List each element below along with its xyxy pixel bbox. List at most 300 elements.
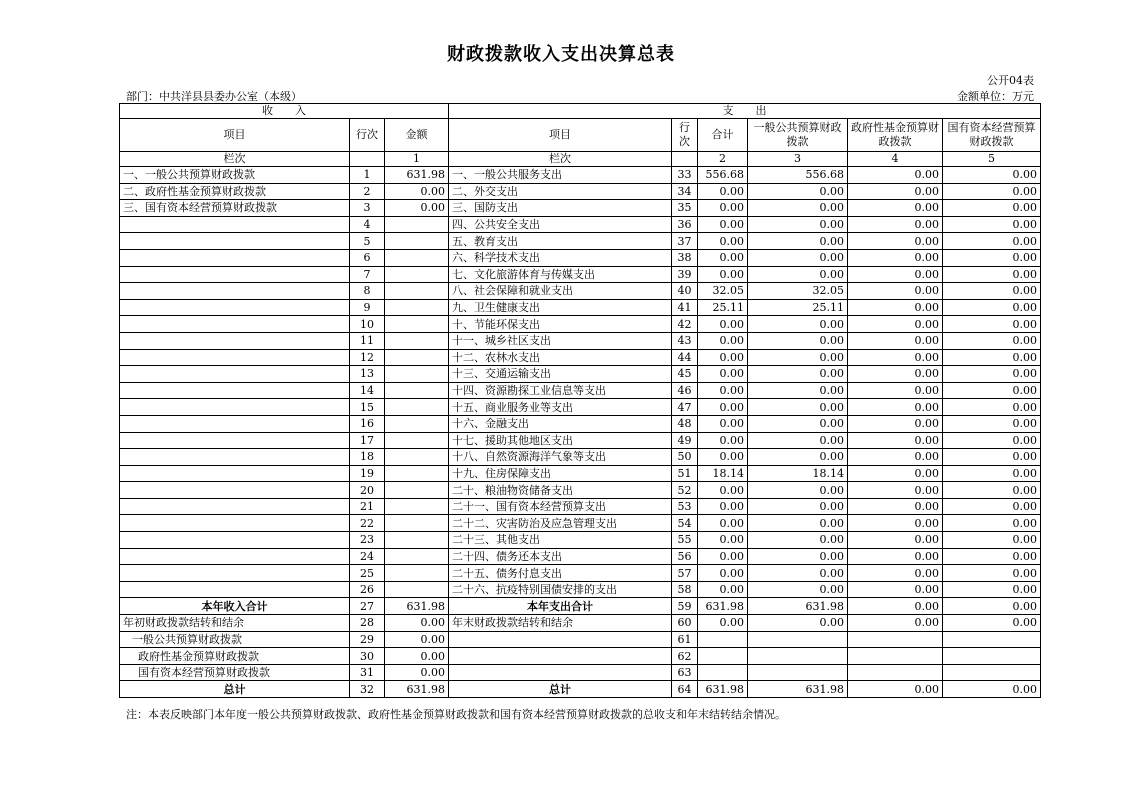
income-line-cell: 11	[350, 332, 385, 349]
income-amount-cell: 0.00	[385, 200, 449, 217]
col-header-total: 合计	[698, 119, 748, 152]
income-line-cell: 7	[350, 266, 385, 283]
income-line-cell: 9	[350, 299, 385, 316]
total-cell: 0.00	[698, 482, 748, 499]
total-cell: 0.00	[698, 382, 748, 399]
expense-line-cell: 64	[672, 681, 698, 698]
gov-fund-cell: 0.00	[848, 183, 943, 200]
state-capital-cell: 0.00	[943, 366, 1041, 383]
gov-fund-cell: 0.00	[848, 432, 943, 449]
income-item-cell	[120, 366, 350, 383]
table-row	[120, 532, 1041, 549]
income-amount-cell	[385, 415, 449, 432]
income-amount-cell: 0.00	[385, 183, 449, 200]
expense-line-cell: 43	[672, 332, 698, 349]
table-row	[120, 449, 1041, 466]
total-cell: 0.00	[698, 316, 748, 333]
gov-fund-cell: 0.00	[848, 498, 943, 515]
income-item-cell	[120, 415, 350, 432]
header-row-sections	[120, 104, 1041, 119]
page-title: 财政拨款收入支出决算总表	[447, 44, 675, 65]
general-budget-cell: 18.14	[748, 465, 848, 482]
table-row	[120, 183, 1041, 200]
general-budget-cell: 0.00	[748, 200, 848, 217]
gov-fund-cell: 0.00	[848, 532, 943, 549]
unit-label: 金额单位：万元	[957, 90, 1034, 103]
expense-item-cell: 本年支出合计	[449, 598, 672, 615]
table-row	[120, 366, 1041, 383]
income-line-cell: 10	[350, 316, 385, 333]
income-item-cell: 年初财政拨款结转和结余	[120, 615, 350, 632]
state-capital-cell	[943, 631, 1041, 648]
total-cell: 32.05	[698, 283, 748, 300]
col-header-state-capital: 国有资本经营预算财政拨款	[943, 119, 1041, 152]
state-capital-cell: 0.00	[943, 183, 1041, 200]
income-line-cell: 2	[350, 183, 385, 200]
gov-fund-cell: 0.00	[848, 200, 943, 217]
income-line-cell: 32	[350, 681, 385, 698]
general-budget-cell: 25.11	[748, 299, 848, 316]
state-capital-cell: 0.00	[943, 581, 1041, 598]
table-row	[120, 598, 1041, 615]
general-budget-cell: 0.00	[748, 565, 848, 582]
expense-line-cell: 33	[672, 167, 698, 184]
income-line-cell: 28	[350, 615, 385, 632]
expense-line-cell: 39	[672, 266, 698, 283]
general-budget-cell: 0.00	[748, 415, 848, 432]
expense-item-cell: 五、教育支出	[449, 233, 672, 250]
gov-fund-cell: 0.00	[848, 399, 943, 416]
state-capital-cell: 0.00	[943, 598, 1041, 615]
total-cell: 0.00	[698, 200, 748, 217]
expense-item-cell: 十八、自然资源海洋气象等支出	[449, 449, 672, 466]
gov-fund-cell: 0.00	[848, 515, 943, 532]
total-cell: 0.00	[698, 615, 748, 632]
lanci-number-5: 5	[943, 152, 1041, 167]
gov-fund-cell: 0.00	[848, 581, 943, 598]
income-amount-cell	[385, 349, 449, 366]
total-cell: 0.00	[698, 366, 748, 383]
table-row	[120, 498, 1041, 515]
general-budget-cell: 0.00	[748, 581, 848, 598]
col-header-expense-line: 行次	[672, 119, 698, 152]
expense-line-cell: 61	[672, 631, 698, 648]
income-amount-cell: 0.00	[385, 664, 449, 681]
income-item-cell	[120, 482, 350, 499]
income-line-cell: 4	[350, 216, 385, 233]
total-cell: 0.00	[698, 266, 748, 283]
gov-fund-cell: 0.00	[848, 233, 943, 250]
general-budget-cell: 0.00	[748, 482, 848, 499]
income-item-cell: 一般公共预算财政拨款	[120, 631, 350, 648]
income-amount-cell	[385, 366, 449, 383]
general-budget-cell: 0.00	[748, 349, 848, 366]
income-item-cell	[120, 581, 350, 598]
expense-line-cell: 51	[672, 465, 698, 482]
state-capital-cell: 0.00	[943, 532, 1041, 549]
lanci-number-4: 4	[848, 152, 943, 167]
lanci-label-expense: 栏次	[449, 152, 672, 167]
general-budget-cell: 0.00	[748, 249, 848, 266]
gov-fund-cell: 0.00	[848, 316, 943, 333]
gov-fund-cell: 0.00	[848, 167, 943, 184]
total-cell: 0.00	[698, 216, 748, 233]
expense-line-cell: 40	[672, 283, 698, 300]
income-item-cell	[120, 216, 350, 233]
expense-item-cell: 十、节能环保支出	[449, 316, 672, 333]
expense-item-cell: 二十六、抗疫特别国债安排的支出	[449, 581, 672, 598]
income-amount-cell	[385, 382, 449, 399]
expense-item-cell: 十七、援助其他地区支出	[449, 432, 672, 449]
expense-item-cell: 一、一般公共服务支出	[449, 167, 672, 184]
total-cell: 25.11	[698, 299, 748, 316]
state-capital-cell: 0.00	[943, 216, 1041, 233]
income-line-cell: 5	[350, 233, 385, 250]
expense-line-cell: 57	[672, 565, 698, 582]
income-amount-cell	[385, 299, 449, 316]
total-cell: 0.00	[698, 332, 748, 349]
expense-line-cell: 41	[672, 299, 698, 316]
income-line-cell: 18	[350, 449, 385, 466]
total-cell: 0.00	[698, 432, 748, 449]
income-item-cell	[120, 399, 350, 416]
table-row	[120, 299, 1041, 316]
general-budget-cell: 0.00	[748, 399, 848, 416]
general-budget-cell: 556.68	[748, 167, 848, 184]
state-capital-cell	[943, 648, 1041, 665]
income-amount-cell	[385, 565, 449, 582]
income-amount-cell	[385, 316, 449, 333]
income-line-cell: 19	[350, 465, 385, 482]
expense-line-cell: 60	[672, 615, 698, 632]
table-row	[120, 382, 1041, 399]
expense-item-cell: 二、外交支出	[449, 183, 672, 200]
gov-fund-cell: 0.00	[848, 548, 943, 565]
table-row	[120, 565, 1041, 582]
gov-fund-cell	[848, 631, 943, 648]
total-cell	[698, 664, 748, 681]
table-row	[120, 249, 1041, 266]
income-line-cell: 27	[350, 598, 385, 615]
income-item-cell	[120, 266, 350, 283]
expense-item-cell: 十四、资源勘探工业信息等支出	[449, 382, 672, 399]
total-cell: 0.00	[698, 249, 748, 266]
general-budget-cell: 0.00	[748, 498, 848, 515]
income-amount-cell	[385, 449, 449, 466]
income-line-cell: 1	[350, 167, 385, 184]
expense-item-cell: 三、国防支出	[449, 200, 672, 217]
income-item-cell	[120, 349, 350, 366]
general-budget-cell: 0.00	[748, 183, 848, 200]
income-amount-cell: 631.98	[385, 598, 449, 615]
state-capital-cell: 0.00	[943, 283, 1041, 300]
gov-fund-cell: 0.00	[848, 349, 943, 366]
income-line-cell: 3	[350, 200, 385, 217]
general-budget-cell: 0.00	[748, 216, 848, 233]
expense-line-cell: 54	[672, 515, 698, 532]
total-cell: 0.00	[698, 532, 748, 549]
table-row	[120, 515, 1041, 532]
expense-line-cell: 53	[672, 498, 698, 515]
table-row	[120, 615, 1041, 632]
state-capital-cell: 0.00	[943, 349, 1041, 366]
expense-item-cell: 总计	[449, 681, 672, 698]
expense-line-cell: 49	[672, 432, 698, 449]
table-row	[120, 349, 1041, 366]
gov-fund-cell: 0.00	[848, 449, 943, 466]
income-amount-cell: 0.00	[385, 615, 449, 632]
income-item-cell	[120, 332, 350, 349]
general-budget-cell: 0.00	[748, 548, 848, 565]
expense-item-cell: 二十三、其他支出	[449, 532, 672, 549]
expense-item-cell: 十五、商业服务业等支出	[449, 399, 672, 416]
expense-item-cell: 十一、城乡社区支出	[449, 332, 672, 349]
total-cell: 0.00	[698, 515, 748, 532]
state-capital-cell: 0.00	[943, 299, 1041, 316]
state-capital-cell: 0.00	[943, 266, 1041, 283]
expense-line-cell: 37	[672, 233, 698, 250]
lanci-number-3: 3	[748, 152, 848, 167]
state-capital-cell: 0.00	[943, 432, 1041, 449]
department-label: 部门：中共洋县县委办公室（本级）	[126, 90, 302, 103]
income-line-cell: 6	[350, 249, 385, 266]
general-budget-cell	[748, 631, 848, 648]
gov-fund-cell: 0.00	[848, 415, 943, 432]
expense-item-cell: 十六、金融支出	[449, 415, 672, 432]
gov-fund-cell: 0.00	[848, 598, 943, 615]
expense-line-cell: 56	[672, 548, 698, 565]
total-cell: 556.68	[698, 167, 748, 184]
gov-fund-cell: 0.00	[848, 565, 943, 582]
expense-line-cell: 48	[672, 415, 698, 432]
income-item-cell	[120, 249, 350, 266]
total-cell	[698, 648, 748, 665]
income-item-cell	[120, 532, 350, 549]
table-row	[120, 316, 1041, 333]
income-amount-cell	[385, 233, 449, 250]
expense-line-cell: 52	[672, 482, 698, 499]
income-item-cell	[120, 432, 350, 449]
table-row	[120, 548, 1041, 565]
state-capital-cell: 0.00	[943, 332, 1041, 349]
income-item-cell	[120, 449, 350, 466]
income-amount-cell	[385, 532, 449, 549]
table-row	[120, 233, 1041, 250]
gov-fund-cell	[848, 648, 943, 665]
expense-line-cell: 42	[672, 316, 698, 333]
expense-item-cell: 八、社会保障和就业支出	[449, 283, 672, 300]
table-row	[120, 465, 1041, 482]
general-budget-cell: 0.00	[748, 332, 848, 349]
expense-line-cell: 35	[672, 200, 698, 217]
expense-line-cell: 36	[672, 216, 698, 233]
lanci-label-income: 栏次	[120, 152, 350, 167]
general-budget-cell: 631.98	[748, 681, 848, 698]
total-cell: 0.00	[698, 581, 748, 598]
total-cell: 631.98	[698, 598, 748, 615]
total-cell: 0.00	[698, 548, 748, 565]
income-amount-cell	[385, 283, 449, 300]
state-capital-cell: 0.00	[943, 167, 1041, 184]
table-row	[120, 648, 1041, 665]
gov-fund-cell: 0.00	[848, 266, 943, 283]
expense-item-cell	[449, 664, 672, 681]
col-header-general-budget: 一般公共预算财政拨款	[748, 119, 848, 152]
income-amount-cell	[385, 498, 449, 515]
expense-item-cell: 二十五、债务付息支出	[449, 565, 672, 582]
expense-line-cell: 45	[672, 366, 698, 383]
header-row-column-numbers	[120, 152, 1041, 167]
expense-item-cell: 四、公共安全支出	[449, 216, 672, 233]
table-row	[120, 332, 1041, 349]
income-item-cell	[120, 382, 350, 399]
expense-line-cell: 46	[672, 382, 698, 399]
gov-fund-cell: 0.00	[848, 332, 943, 349]
general-budget-cell: 0.00	[748, 316, 848, 333]
income-line-cell: 8	[350, 283, 385, 300]
expense-line-cell: 50	[672, 449, 698, 466]
state-capital-cell: 0.00	[943, 498, 1041, 515]
income-amount-cell: 631.98	[385, 167, 449, 184]
total-cell: 0.00	[698, 415, 748, 432]
general-budget-cell: 0.00	[748, 266, 848, 283]
income-item-cell: 国有资本经营预算财政拨款	[120, 664, 350, 681]
income-amount-cell	[385, 548, 449, 565]
income-amount-cell	[385, 399, 449, 416]
state-capital-cell: 0.00	[943, 249, 1041, 266]
expense-item-cell: 二十一、国有资本经营预算支出	[449, 498, 672, 515]
income-item-cell: 本年收入合计	[120, 598, 350, 615]
general-budget-cell: 0.00	[748, 432, 848, 449]
income-line-cell: 12	[350, 349, 385, 366]
income-item-cell	[120, 299, 350, 316]
state-capital-cell: 0.00	[943, 233, 1041, 250]
income-item-cell: 政府性基金预算财政拨款	[120, 648, 350, 665]
col-header-gov-fund: 政府性基金预算财政拨款	[848, 119, 943, 152]
income-line-cell: 20	[350, 482, 385, 499]
table-row	[120, 283, 1041, 300]
income-amount-cell: 631.98	[385, 681, 449, 698]
expense-item-cell	[449, 631, 672, 648]
gov-fund-cell: 0.00	[848, 366, 943, 383]
income-amount-cell	[385, 332, 449, 349]
income-item-cell: 二、政府性基金预算财政拨款	[120, 183, 350, 200]
income-line-cell: 25	[350, 565, 385, 582]
state-capital-cell: 0.00	[943, 415, 1041, 432]
general-budget-cell: 0.00	[748, 615, 848, 632]
gov-fund-cell: 0.00	[848, 283, 943, 300]
income-line-cell: 29	[350, 631, 385, 648]
total-cell: 0.00	[698, 565, 748, 582]
gov-fund-cell: 0.00	[848, 249, 943, 266]
general-budget-cell: 0.00	[748, 515, 848, 532]
income-amount-cell	[385, 266, 449, 283]
income-item-cell	[120, 316, 350, 333]
table-row	[120, 266, 1041, 283]
table-row	[120, 216, 1041, 233]
income-line-cell: 26	[350, 581, 385, 598]
income-amount-cell	[385, 249, 449, 266]
expense-item-cell: 二十四、债务还本支出	[449, 548, 672, 565]
total-cell: 0.00	[698, 233, 748, 250]
income-item-cell: 三、国有资本经营预算财政拨款	[120, 200, 350, 217]
gov-fund-cell: 0.00	[848, 482, 943, 499]
state-capital-cell	[943, 664, 1041, 681]
gov-fund-cell: 0.00	[848, 615, 943, 632]
expense-line-cell: 59	[672, 598, 698, 615]
table-row	[120, 415, 1041, 432]
income-item-cell	[120, 283, 350, 300]
table-row	[120, 432, 1041, 449]
income-amount-cell	[385, 482, 449, 499]
gov-fund-cell: 0.00	[848, 216, 943, 233]
lanci-number-1: 1	[385, 152, 449, 167]
income-section-header: 收 入	[120, 104, 449, 119]
expense-line-cell: 63	[672, 664, 698, 681]
expense-line-cell: 62	[672, 648, 698, 665]
general-budget-cell: 0.00	[748, 366, 848, 383]
expense-line-cell: 55	[672, 532, 698, 549]
footnote: 注：本表反映部门本年度一般公共预算财政拨款、政府性基金预算财政拨款和国有资本经营预算财政拨款的总收支和年末结转结余情况。	[126, 708, 786, 721]
expense-item-cell: 二十二、灾害防治及应急管理支出	[449, 515, 672, 532]
income-line-cell: 16	[350, 415, 385, 432]
expense-item-cell: 七、文化旅游体育与传媒支出	[449, 266, 672, 283]
income-amount-cell	[385, 216, 449, 233]
table-row	[120, 482, 1041, 499]
expense-item-cell: 二十、粮油物资储备支出	[449, 482, 672, 499]
expense-line-cell: 58	[672, 581, 698, 598]
table-row	[120, 399, 1041, 416]
total-cell: 0.00	[698, 183, 748, 200]
gov-fund-cell: 0.00	[848, 299, 943, 316]
gov-fund-cell: 0.00	[848, 465, 943, 482]
income-item-cell: 一、一般公共预算财政拨款	[120, 167, 350, 184]
total-cell: 0.00	[698, 498, 748, 515]
expense-item-cell: 年末财政拨款结转和结余	[449, 615, 672, 632]
expense-line-cell: 44	[672, 349, 698, 366]
total-cell	[698, 631, 748, 648]
gov-fund-cell	[848, 664, 943, 681]
state-capital-cell: 0.00	[943, 482, 1041, 499]
income-line-cell: 24	[350, 548, 385, 565]
expense-item-cell: 十三、交通运输支出	[449, 366, 672, 383]
total-cell: 0.00	[698, 349, 748, 366]
col-header-income-item: 项目	[120, 119, 350, 152]
table-row	[120, 681, 1041, 698]
state-capital-cell: 0.00	[943, 449, 1041, 466]
gov-fund-cell: 0.00	[848, 382, 943, 399]
state-capital-cell: 0.00	[943, 399, 1041, 416]
income-amount-cell	[385, 465, 449, 482]
expense-section-header: 支 出	[449, 104, 1041, 119]
expense-item-cell: 十九、住房保障支出	[449, 465, 672, 482]
income-line-cell: 21	[350, 498, 385, 515]
income-line-cell: 30	[350, 648, 385, 665]
lanci-number-2: 2	[698, 152, 748, 167]
form-number: 公开04表	[987, 74, 1034, 87]
income-item-cell	[120, 515, 350, 532]
income-line-cell: 15	[350, 399, 385, 416]
general-budget-cell: 0.00	[748, 532, 848, 549]
table-row	[120, 581, 1041, 598]
general-budget-cell: 0.00	[748, 233, 848, 250]
income-line-cell: 14	[350, 382, 385, 399]
state-capital-cell: 0.00	[943, 515, 1041, 532]
general-budget-cell	[748, 664, 848, 681]
state-capital-cell: 0.00	[943, 316, 1041, 333]
table-row	[120, 167, 1041, 184]
general-budget-cell: 631.98	[748, 598, 848, 615]
